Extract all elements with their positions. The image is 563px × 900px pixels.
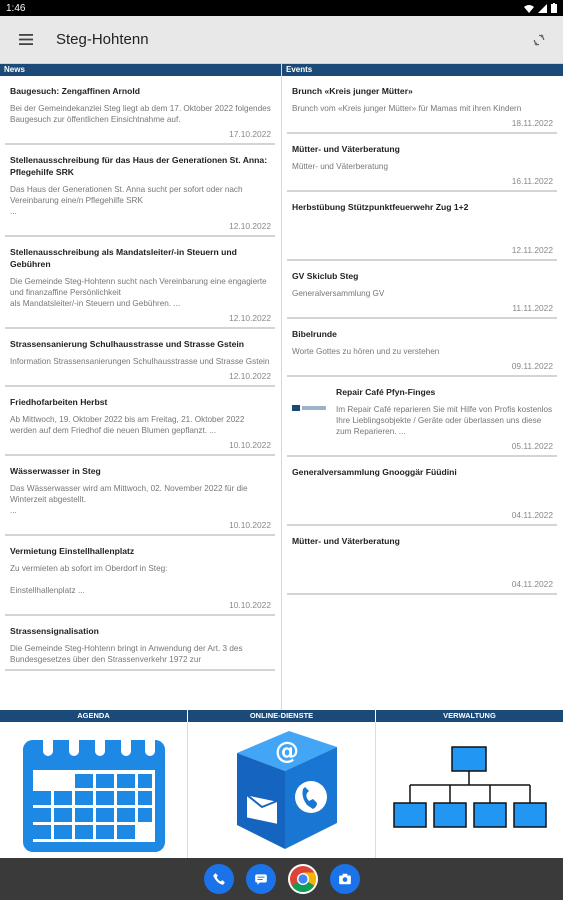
- repair-cafe-logo-icon: [292, 386, 328, 437]
- news-item-text: Zu vermieten ab sofort im Oberdorf in Steg: Einstellhallenplatz ...: [10, 564, 168, 595]
- events-item-spacer: [292, 553, 553, 575]
- events-list: [282, 76, 563, 595]
- events-item-title: Mütter- und Väterberatung: [292, 536, 400, 546]
- news-column: [0, 64, 281, 710]
- phone-app-icon[interactable]: [204, 864, 234, 894]
- news-item-text: Das Haus der Generationen St. Anna sucht per sofort oder nach Vereinbarung eine/n Pflegehilfe SRK ...: [10, 185, 243, 216]
- battery-icon: [551, 3, 557, 13]
- menu-button[interactable]: [0, 16, 52, 64]
- bottom-tiles: [0, 722, 563, 858]
- events-item-title: Mütter- und Väterberatung: [292, 144, 400, 154]
- agenda-label: AGENDA: [0, 710, 188, 722]
- events-item-date: 04.11.2022: [511, 510, 553, 520]
- wifi-icon: [524, 4, 534, 13]
- messages-app-icon[interactable]: [246, 864, 276, 894]
- news-item-date: 12.10.2022: [229, 221, 271, 231]
- events-header: Events: [282, 64, 563, 76]
- events-item-date: 05.11.2022: [511, 441, 553, 451]
- bottom-tiles-header: [0, 710, 563, 722]
- news-item-text: Das Wässerwasser wird am Mittwoch, 02. November 2022 für die Winterzeit abgestellt. ...: [10, 484, 248, 515]
- news-item-text: Ab Mittwoch, 19. Oktober 2022 bis am Freitag, 21. Oktober 2022 werden auf dem Friedhof die neuen Blumen gepflanzt. ...: [10, 415, 245, 435]
- news-item-text: Information Strassensanierungen Schulhausstrasse und Strasse Gstein: [10, 357, 270, 366]
- org-chart-icon: [390, 745, 550, 835]
- events-item-text: Im Repair Café reparieren Sie mit Hilfe von Profis kostenlos Ihre Lieblingsobjekte / Geräte oder überlassen uns diese zum Reparieren. ...: [336, 405, 553, 436]
- app-bar: [0, 16, 563, 64]
- online-services-cube-icon: [217, 725, 347, 855]
- news-item-title: Stellenausschreibung als Mandatsleiter/-in Steuern und Gebühren: [10, 247, 237, 269]
- events-item[interactable]: [287, 261, 557, 319]
- verwaltung-label: VERWALTUNG: [443, 711, 496, 720]
- news-item-date: 10.10.2022: [229, 520, 271, 530]
- signal-icon: [538, 4, 547, 13]
- news-item-text: Die Gemeinde Steg-Hohtenn bringt in Anwendung der Art. 3 des Bundesgesetzes über den Strassenverkehr 1972 zur: [10, 644, 243, 664]
- events-item-date: 11.11.2022: [512, 303, 553, 313]
- status-time: 1:46: [6, 2, 26, 14]
- news-item-title: Friedhofarbeiten Herbst: [10, 397, 108, 407]
- news-item-title: Strassensanierung Schulhausstrasse und Strasse Gstein: [10, 339, 245, 349]
- events-item-date: 16.11.2022: [511, 176, 553, 186]
- news-header: News: [0, 64, 281, 76]
- chrome-app-icon[interactable]: [288, 864, 318, 894]
- news-item-date: 10.10.2022: [229, 600, 271, 610]
- events-item-title: Repair Café Pfyn-Finges: [336, 387, 436, 397]
- news-item-date: 12.10.2022: [229, 313, 271, 323]
- news-item-title: Vermietung Einstellhallenplatz: [10, 546, 135, 556]
- news-item-text: Bei der Gemeindekanzlei Steg liegt ab dem 17. Oktober 2022 folgendes Baugesuch zur öffentlichen Einsichtnahme auf.: [10, 104, 271, 124]
- camera-icon: [338, 872, 352, 886]
- news-item[interactable]: [5, 145, 275, 237]
- events-item[interactable]: [287, 457, 557, 526]
- events-item-date: 12.11.2022: [511, 245, 553, 255]
- refresh-icon: [532, 33, 546, 47]
- android-dock: [0, 858, 563, 900]
- news-item[interactable]: [5, 536, 275, 616]
- status-bar: [0, 0, 563, 16]
- events-item-title: Brunch «Kreis junger Mütter»: [292, 86, 413, 96]
- events-item-text: Mütter- und Väterberatung: [292, 162, 389, 171]
- news-item[interactable]: [5, 456, 275, 536]
- news-item-title: Wässerwasser in Steg: [10, 466, 101, 476]
- events-item[interactable]: [287, 377, 557, 457]
- refresh-button[interactable]: [515, 16, 563, 64]
- app-title: Steg-Hohtenn: [56, 31, 149, 48]
- news-item-title: Strassensignalisation: [10, 626, 99, 636]
- hamburger-menu-icon: [19, 34, 33, 45]
- chrome-icon: [289, 865, 317, 893]
- events-item-text: Worte Gottes zu hören und zu verstehen: [292, 347, 440, 356]
- events-item-date: 09.11.2022: [511, 361, 553, 371]
- news-item-text: Die Gemeinde Steg-Hohtenn sucht nach Vereinbarung eine engagierte und finanzaffine Persönlichkeit als Mandatsleiter/-in Steuern und Gebühren. ...: [10, 277, 267, 308]
- calendar-icon: [19, 726, 169, 854]
- events-item[interactable]: [287, 319, 557, 377]
- news-item[interactable]: [5, 329, 275, 387]
- news-item-date: 10.10.2022: [229, 440, 271, 450]
- news-list: [0, 76, 281, 671]
- camera-app-icon[interactable]: [330, 864, 360, 894]
- svg-text:@: @: [274, 737, 299, 765]
- events-item[interactable]: [287, 76, 557, 134]
- news-item-date: 17.10.2022: [229, 129, 271, 139]
- events-item[interactable]: [287, 526, 557, 595]
- news-item[interactable]: [5, 387, 275, 456]
- news-item[interactable]: [5, 616, 275, 671]
- message-icon: [254, 872, 268, 886]
- events-item-title: Herbstübung Stützpunktfeuerwehr Zug 1+2: [292, 202, 469, 212]
- online-dienste-label: ONLINE-DIENSTE: [188, 710, 376, 722]
- events-column: [282, 64, 563, 710]
- phone-icon: [212, 872, 226, 886]
- events-item-text: Generalversammlung GV: [292, 289, 385, 298]
- events-item-spacer: [292, 484, 553, 506]
- events-item-title: Generalversammlung Gnooggär Füüdini: [292, 467, 457, 477]
- news-item-title: Stellenausschreibung für das Haus der Generationen St. Anna: Pflegehilfe SRK: [10, 155, 268, 177]
- events-item-title: GV Skiclub Steg: [292, 271, 359, 281]
- events-item[interactable]: [287, 134, 557, 192]
- events-item-date: 18.11.2022: [511, 118, 553, 128]
- verwaltung-tile[interactable]: [376, 722, 563, 858]
- news-item-date: 12.10.2022: [229, 371, 271, 381]
- events-item-date: 04.11.2022: [511, 579, 553, 589]
- status-icons: [524, 3, 557, 13]
- news-item-title: Baugesuch: Zengaffinen Arnold: [10, 86, 141, 96]
- agenda-tile[interactable]: [0, 722, 188, 858]
- online-dienste-tile[interactable]: [188, 722, 376, 858]
- news-item[interactable]: [5, 237, 275, 329]
- events-item-text: Brunch vom «Kreis junger Mütter» für Mamas mit ihren Kindern: [292, 104, 522, 113]
- events-item[interactable]: [287, 192, 557, 261]
- events-item-title: Bibelrunde: [292, 329, 337, 339]
- news-item[interactable]: [5, 76, 275, 145]
- events-item-spacer: [292, 219, 553, 241]
